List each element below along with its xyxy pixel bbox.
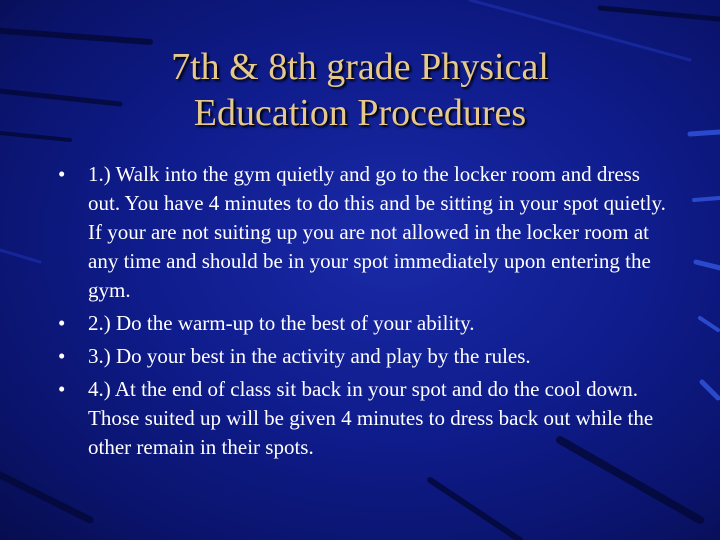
list-item-text: 2.) Do the warm-up to the best of your ability. [88, 311, 475, 335]
slide-title-line-2: Education Procedures [193, 92, 527, 134]
bullet-icon: • [58, 162, 66, 186]
list-item-text: 3.) Do your best in the activity and play by the rules. [88, 344, 531, 368]
list-item [56, 375, 668, 462]
slide-title-line-1: 7th & 8th grade Physical [171, 46, 549, 88]
bullet-icon: • [58, 311, 66, 335]
bullet-icon: • [58, 344, 66, 368]
slide-title [60, 44, 660, 136]
list-item-text: 1.) Walk into the gym quietly and go to the locker room and dress out. You have 4 minutes to do this and be sitting in your spot quietly. If your are not suiting up you are not allowed in the locker room at any time and should be in your spot immediately upon entering the gym. [88, 162, 666, 302]
list-item [56, 342, 668, 371]
list-item-text: 4.) At the end of class sit back in your spot and do the cool down. Those suited up will be given 4 minutes to dress back out while the other remain in their spots. [88, 377, 654, 459]
list-item [56, 309, 668, 338]
procedure-list [56, 160, 668, 466]
list-item [56, 160, 668, 305]
bullet-icon: • [58, 377, 66, 401]
